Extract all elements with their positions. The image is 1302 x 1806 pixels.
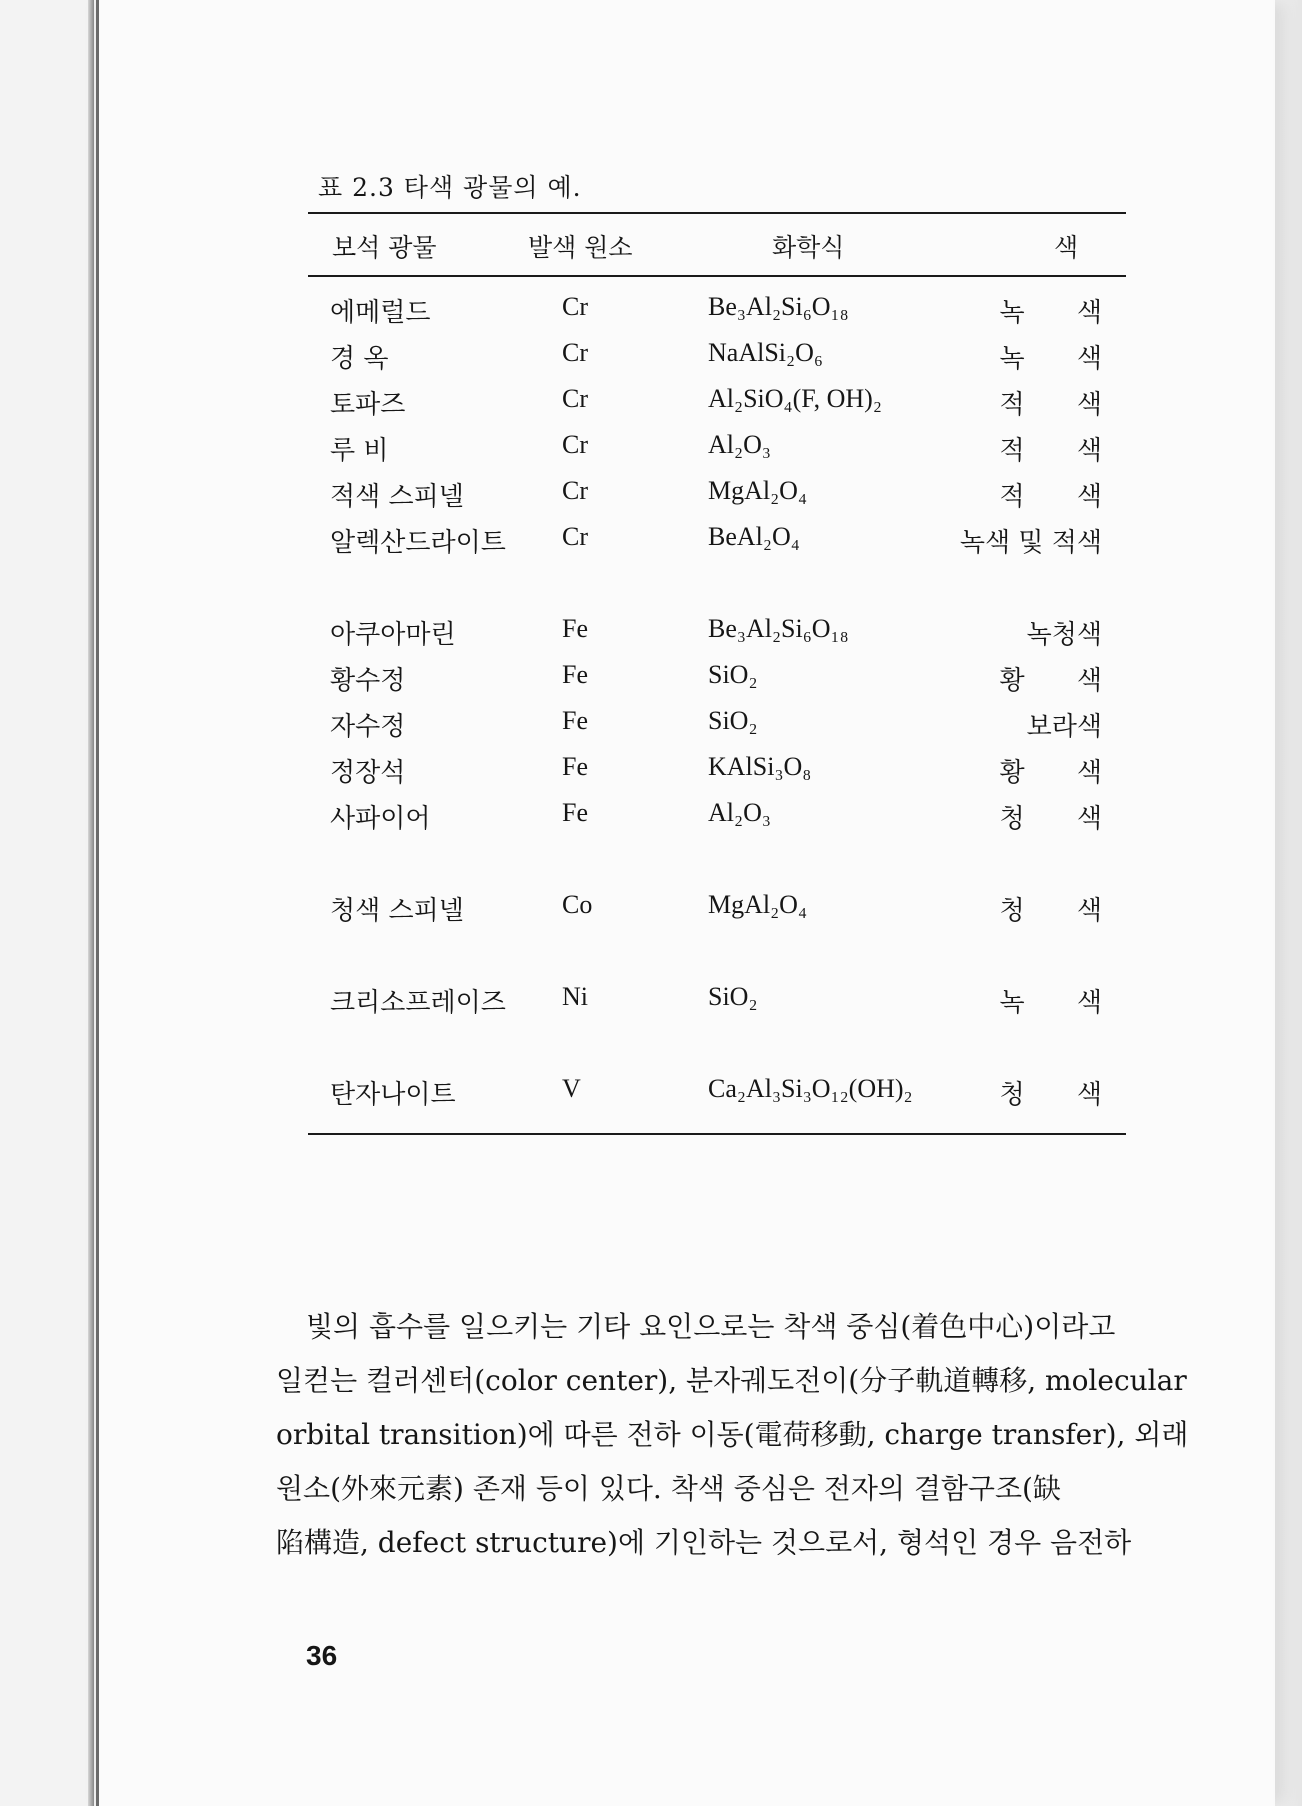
table-row xyxy=(0,384,1302,424)
cell-formula: SiO₂ xyxy=(708,660,758,689)
table-top-rule xyxy=(308,212,1126,214)
cell-mineral: 탄자나이트 xyxy=(330,1080,456,1110)
cell-element: Fe xyxy=(562,614,588,643)
cell-color: 녹 색 xyxy=(999,988,1124,1018)
cell-element: Cr xyxy=(562,384,588,413)
cell-mineral: 사파이어 xyxy=(330,804,431,834)
cell-color: 청 색 xyxy=(999,896,1124,926)
table-row xyxy=(0,706,1302,746)
table-row xyxy=(0,292,1302,332)
table-row xyxy=(0,890,1302,930)
cell-element: V xyxy=(562,1074,581,1103)
cell-formula: Al₂O₃ xyxy=(708,430,771,459)
cell-element: Cr xyxy=(562,476,588,505)
table-row xyxy=(0,752,1302,792)
cell-color: 청 색 xyxy=(999,1080,1124,1110)
cell-color: 보라색 xyxy=(1026,712,1102,742)
header-element: 발색 원소 xyxy=(528,233,633,262)
cell-color: 녹청색 xyxy=(1026,620,1102,650)
body-line: orbital transition)에 따른 전하 이동(電荷移動, charge transfer), 외래 xyxy=(276,1418,1189,1451)
cell-formula: MgAl₂O₄ xyxy=(708,890,808,919)
header-color: 색 xyxy=(1054,233,1079,262)
table-header-rule xyxy=(308,275,1126,277)
table-row xyxy=(0,476,1302,516)
table-caption: 표 2.3 타색 광물의 예. xyxy=(318,173,582,202)
cell-color: 황 색 xyxy=(999,666,1124,696)
cell-element: Fe xyxy=(562,660,588,689)
cell-mineral: 루 비 xyxy=(330,436,389,466)
cell-element: Cr xyxy=(562,522,588,551)
cell-element: Co xyxy=(562,890,593,919)
cell-element: Ni xyxy=(562,982,588,1011)
cell-formula: MgAl₂O₄ xyxy=(708,476,808,505)
cell-element: Fe xyxy=(562,798,588,827)
cell-formula: Ca₂Al₃Si₃O₁₂(OH)₂ xyxy=(708,1074,913,1103)
cell-color: 적 색 xyxy=(999,436,1124,466)
cell-element: Cr xyxy=(562,292,588,321)
cell-formula: Be₃Al₂Si₆O₁₈ xyxy=(708,292,849,321)
cell-formula: KAlSi₃O₈ xyxy=(708,752,812,781)
body-paragraph xyxy=(276,1300,1189,1570)
cell-mineral: 아쿠아마린 xyxy=(330,620,456,650)
table-bottom-rule xyxy=(308,1133,1126,1135)
cell-mineral: 자수정 xyxy=(330,712,406,742)
cell-formula: SiO₂ xyxy=(708,706,758,735)
header-mineral: 보석 광물 xyxy=(332,233,437,262)
header-formula: 화학식 xyxy=(772,233,845,262)
cell-color: 적 색 xyxy=(999,482,1124,512)
cell-mineral: 청색 스피넬 xyxy=(330,896,464,926)
body-line: 일컫는 컬러센터(color center), 분자궤도전이(分子軌道轉移, molecular xyxy=(276,1364,1187,1397)
cell-mineral: 황수정 xyxy=(330,666,406,696)
cell-color: 녹색 및 적색 xyxy=(959,528,1102,558)
body-line: 원소(外來元素) 존재 등이 있다. 착색 중심은 전자의 결함구조(缺 xyxy=(276,1472,1061,1505)
cell-color: 녹 색 xyxy=(999,344,1124,374)
cell-color: 황 색 xyxy=(999,758,1124,788)
table-row xyxy=(0,660,1302,700)
cell-mineral: 토파즈 xyxy=(330,390,406,420)
table-row xyxy=(0,1074,1302,1114)
cell-formula: BeAl₂O₄ xyxy=(708,522,800,551)
cell-element: Fe xyxy=(562,752,588,781)
cell-formula: Al₂O₃ xyxy=(708,798,771,827)
cell-color: 녹 색 xyxy=(999,298,1124,328)
cell-mineral: 알렉산드라이트 xyxy=(330,528,506,558)
cell-formula: NaAlSi₂O₆ xyxy=(708,338,823,367)
table-row xyxy=(0,338,1302,378)
cell-mineral: 크리소프레이즈 xyxy=(330,988,506,1018)
page-number: 36 xyxy=(306,1640,338,1671)
cell-mineral: 에메럴드 xyxy=(330,298,431,328)
cell-color: 적 색 xyxy=(999,390,1124,420)
table-row xyxy=(0,430,1302,470)
cell-element: Cr xyxy=(562,338,588,367)
cell-mineral: 경 옥 xyxy=(330,344,389,374)
table-row xyxy=(0,982,1302,1022)
cell-color: 청 색 xyxy=(999,804,1124,834)
cell-formula: Be₃Al₂Si₆O₁₈ xyxy=(708,614,849,643)
table-row xyxy=(0,522,1302,562)
table-row xyxy=(0,798,1302,838)
cell-mineral: 정장석 xyxy=(330,758,406,788)
body-line: 빛의 흡수를 일으키는 기타 요인으로는 착색 중심(着色中心)이라고 xyxy=(306,1310,1116,1343)
cell-mineral: 적색 스피넬 xyxy=(330,482,464,512)
cell-element: Cr xyxy=(562,430,588,459)
table-row xyxy=(0,614,1302,654)
cell-formula: SiO₂ xyxy=(708,982,758,1011)
cell-formula: Al₂SiO₄(F, OH)₂ xyxy=(708,384,882,413)
body-line: 陷構造, defect structure)에 기인하는 것으로서, 형석인 경우 음전하 xyxy=(276,1526,1132,1559)
cell-element: Fe xyxy=(562,706,588,735)
